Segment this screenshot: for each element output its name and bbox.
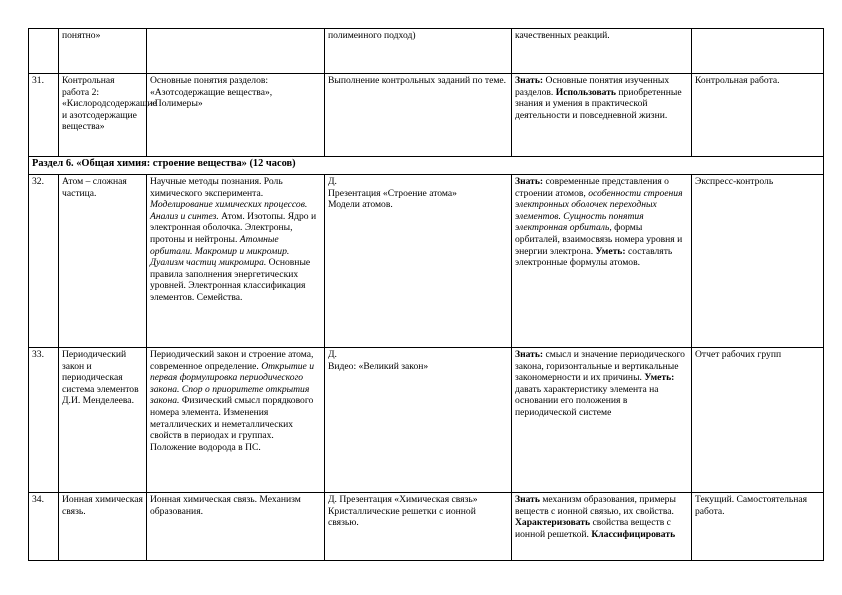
lesson-control: Контрольная работа. <box>692 74 824 157</box>
lesson-equipment: Д. Презентация «Химическая связь» Кристаллические решетки с ионной связью. <box>325 493 512 561</box>
lesson-control: Текущий. Самостоятельная работа. <box>692 493 824 561</box>
lesson-plan-table <box>28 28 824 561</box>
cell-control <box>692 29 824 74</box>
requirement-text: механизм образования, примеры веществ с ионной связью, их свойства. <box>515 494 676 517</box>
lesson-number: 33. <box>29 348 59 493</box>
lesson-number: 31. <box>29 74 59 157</box>
equipment-text: полимеиного подход) <box>328 30 416 41</box>
content-text: Атом. Изотопы. Ядро и электронная оболочка. Электроны, протоны и нейтроны. <box>150 210 317 245</box>
requirement-label: Уметь: <box>595 245 626 257</box>
lesson-topic: Контрольная работа 2: «Кислородсодержащие и азотсодержащие вещества» <box>59 74 147 157</box>
table-row <box>29 74 824 157</box>
table-row <box>29 29 824 74</box>
requirement-label: Знать: <box>515 75 544 86</box>
lesson-equipment: Выполнение контрольных заданий по теме. <box>325 74 512 157</box>
lesson-control: Отчет рабочих групп <box>692 348 824 493</box>
lesson-content: Основные понятия разделов: «Азотсодержащие вещества», «Полимеры» <box>147 74 325 157</box>
content-text: Физический смысл порядкового номера элемента. Изменения металлических и неметаллических свойств в периодах и группах. Положение водорода в ПС. <box>150 395 314 453</box>
requirement-label: Использовать <box>555 86 616 98</box>
lesson-equipment <box>325 348 512 493</box>
lesson-requirements <box>512 493 692 561</box>
requirement-text: смысл и значение периодического закона, горизонтальные и вертикальные закономерности и их причины. <box>515 349 685 384</box>
lesson-equipment <box>325 175 512 348</box>
lesson-topic: Периодический закон и периодическая система элементов Д.И. Менделеева. <box>59 348 147 493</box>
content-text: Основные правила заполнения энергетических уровней. Электронная классификация элементов. Семейства. <box>150 257 311 303</box>
requirement-label: Характеризовать <box>515 517 591 529</box>
lesson-content <box>147 348 325 493</box>
content-text: Научные методы познания. Роль химического эксперимента. <box>150 176 283 199</box>
equipment-line: Д. <box>328 176 337 187</box>
lesson-requirements <box>512 74 692 157</box>
requirement-text: Основные понятия изученных разделов. <box>515 75 670 98</box>
cell-equipment <box>325 29 512 74</box>
requirement-text: формы орбиталей, взаимосвязь номера уровня и энергии электрона. <box>515 222 683 257</box>
requirements-text: качественных реакций. <box>515 30 610 41</box>
lesson-number: 34. <box>29 493 59 561</box>
section-row <box>29 157 824 175</box>
requirement-label: Знать: <box>515 349 544 360</box>
cell-content <box>147 29 325 74</box>
lesson-requirements <box>512 175 692 348</box>
requirement-label: Знать: <box>515 176 544 187</box>
equipment-line: Видео: «Великий закон» <box>328 360 429 372</box>
lesson-requirements <box>512 348 692 493</box>
requirement-text: приобретенные знания и умения в практической деятельности и повседневной жизни. <box>515 86 682 121</box>
cell-topic <box>59 29 147 74</box>
lesson-topic: Атом – сложная частица. <box>59 175 147 348</box>
content-italic: Открытие и первая формулировка периодического закона. Спор о приоритете открытия закона. <box>150 360 315 407</box>
lesson-number: 32. <box>29 175 59 348</box>
lesson-content: Ионная химическая связь. Механизм образования. <box>147 493 325 561</box>
content-italic: Атомные орбитали. Макромир и микромир. Дуализм частиц микромира. <box>150 233 290 269</box>
requirement-text: давать характеристику элемента на основании его положения в периодической системе <box>515 383 659 418</box>
content-text: Периодический закон и строение атома, современное определение. <box>150 349 314 372</box>
requirement-italic: особенности строения электронных оболочек переходных элементов. Сущность понятия электронная орбиталь, <box>515 187 683 234</box>
equipment-line: Д. <box>328 349 337 360</box>
cell-requirements <box>512 29 692 74</box>
requirement-text: свойства веществ с ионной решеткой. <box>515 517 671 540</box>
lesson-control: Экспресс-контроль <box>692 175 824 348</box>
requirement-label: Классифицировать <box>591 528 676 540</box>
table-row <box>29 493 824 561</box>
equipment-line: Презентация «Строение атома» <box>328 187 457 199</box>
topic-text: понятно» <box>62 30 101 41</box>
equipment-line: Модели атомов. <box>328 199 393 211</box>
content-italic: Моделирование химических процессов. Анализ и синтез. <box>150 199 308 222</box>
requirement-text: современные представления о строении атомов, <box>515 176 669 199</box>
cell-num <box>29 29 59 74</box>
lesson-topic: Ионная химическая связь. <box>59 493 147 561</box>
requirement-text: составлять электронные формулы атомов. <box>515 245 673 269</box>
section-title: Раздел 6. «Общая химия: строение вещества» (12 часов) <box>29 157 824 175</box>
table-row <box>29 348 824 493</box>
lesson-content <box>147 175 325 348</box>
requirement-label: Уметь: <box>644 372 675 384</box>
table-row <box>29 175 824 348</box>
requirement-label: Знать <box>515 494 540 505</box>
